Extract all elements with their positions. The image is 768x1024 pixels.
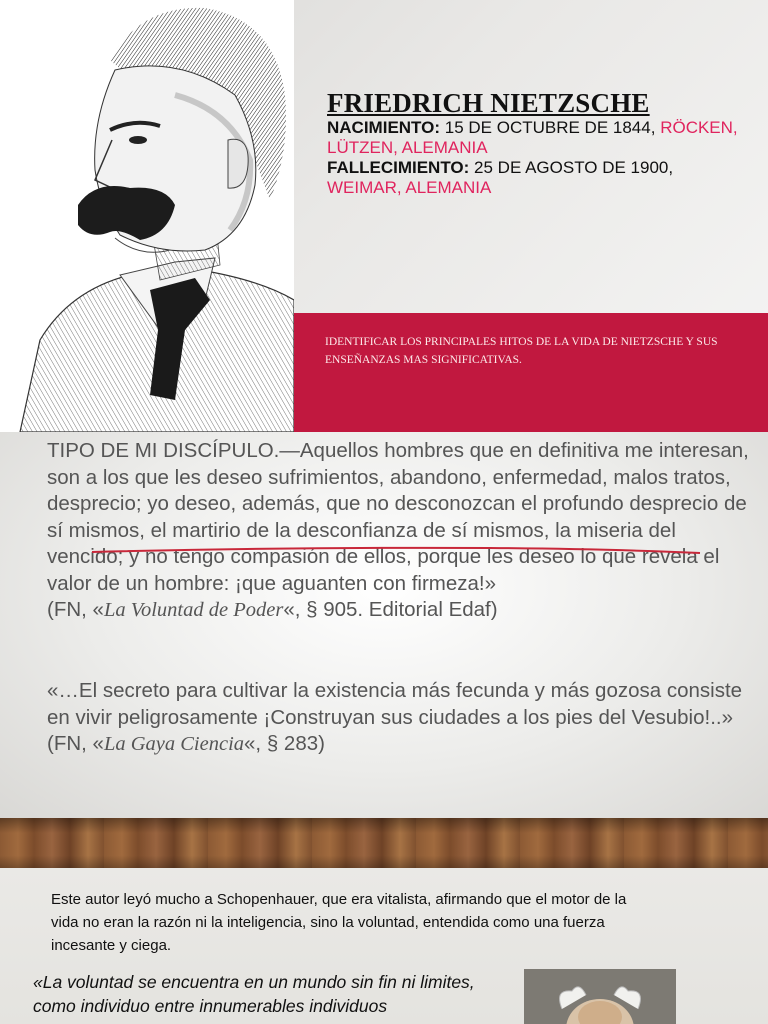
voluntad-quote: «La voluntad se encuentra en un mundo sin fin ni limites, como individuo entre innumerables individuos [33,972,475,1016]
title-block [327,88,747,198]
quote2-cite-title: La Gaya Ciencia [103,733,245,755]
wood-floor-strip [0,818,768,868]
objective-banner [294,313,768,432]
quote-gaya-ciencia [47,678,752,758]
quote1-cite-prefix: (FN, « [47,598,104,621]
biography-slide [0,0,768,432]
quotes-slide [0,432,768,820]
death-info [327,158,747,198]
quote2-text: «…El secreto para cultivar la existencia más fecunda y más gozosa consiste en vivir peligrosamente ¡Construyan sus ciudades a los pies del Vesubio!..» [47,679,743,729]
birth-date: 15 DE OCTUBRE DE 1844, [444,118,656,137]
red-underline-annotation [90,544,710,556]
schopenhauer-slide [0,868,768,1024]
objective-text: IDENTIFICAR LOS PRINCIPALES HITOS DE LA VIDA DE NIETZSCHE Y SUS ENSEÑANZAS MAS SIGNIFICATIVAS. [325,336,718,366]
nietzsche-portrait [0,0,294,432]
death-date: 25 DE AGOSTO DE 1900, [474,158,674,177]
quote1-cite-suffix: «, § 905. Editorial Edaf) [283,598,498,621]
schopenhauer-portrait [524,969,676,1024]
birth-place: RÖCKEN, LÜTZEN, ALEMANIA [327,118,738,157]
quote1-text: TIPO DE MI DISCÍPULO.—Aquellos hombres que en definitiva me interesan, son a los que les deseo sufrimientos, abandono, enfermedad, malos tratos, desprecio; yo deseo, además, que no desconozcan el profundo desprecio de sí mismos, el martirio de la desconfianza de sí mismos, la miseria del vencido; y no tengo compasión de ellos, porque les deseo lo que revela el valor de un hombre: ¡que aguanten con firmeza!» [47,439,749,595]
death-place: WEIMAR, ALEMANIA [327,178,492,197]
schopenhauer-note: Este autor leyó mucho a Schopenhauer, que era vitalista, afirmando que el motor de la vida no eran la razón ni la inteligencia, sino la voluntad, entendida como una fuerza incesante y ciega. [51,891,627,954]
birth-info [327,118,747,158]
quote2-cite-suffix: «, § 283) [244,732,325,755]
quote-voluntad-de-poder [47,438,752,624]
quote2-cite-prefix: (FN, « [47,732,104,755]
death-label: FALLECIMIENTO: [327,158,470,177]
birth-label: NACIMIENTO: [327,118,441,137]
person-name: FRIEDRICH NIETZSCHE [327,88,650,118]
quote1-cite-title: La Voluntad de Poder [103,599,284,621]
